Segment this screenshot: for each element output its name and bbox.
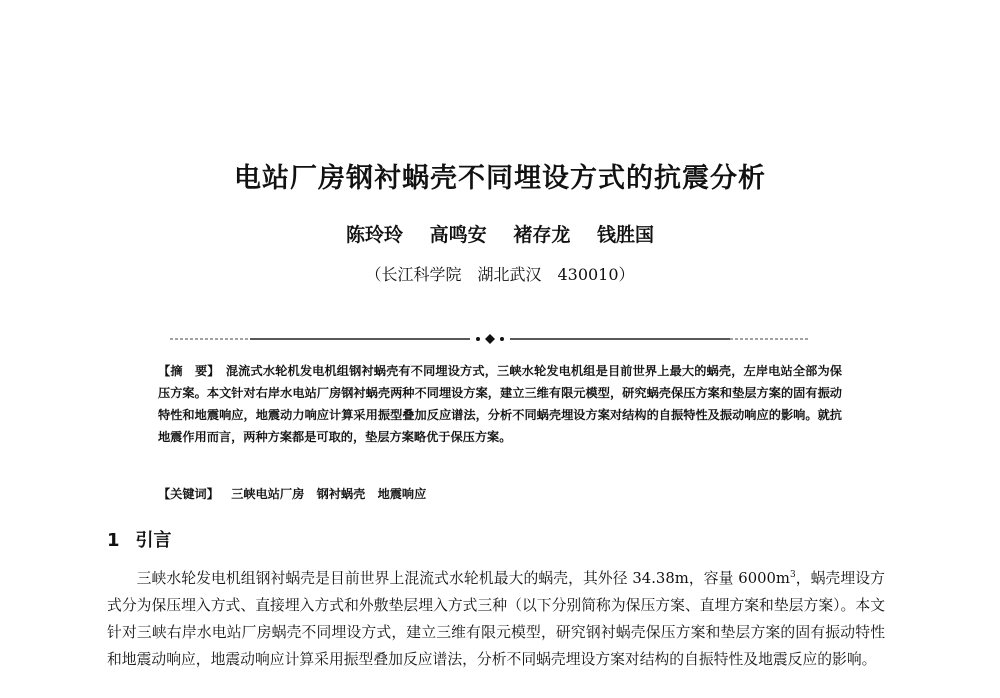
author-list xyxy=(0,220,1000,247)
abstract xyxy=(158,360,842,448)
ornamental-divider xyxy=(170,333,810,345)
paper-title: 电站厂房钢衬蜗壳不同埋设方式的抗震分析 xyxy=(234,163,766,194)
affiliation: （长江科学院 湖北武汉 430010） xyxy=(365,265,635,284)
author-name: 褚存龙 xyxy=(513,224,571,246)
abstract-label: 【摘 要】 xyxy=(158,364,214,378)
section-title: 引言 xyxy=(135,530,172,551)
keywords-label: 【关键词】 xyxy=(158,487,219,501)
keyword: 三峡电站厂房 xyxy=(231,487,305,501)
keyword: 地震响应 xyxy=(377,487,427,501)
author-name: 陈玲玲 xyxy=(346,224,404,246)
keywords xyxy=(158,485,842,502)
keyword: 钢衬蜗壳 xyxy=(316,487,366,501)
section-number: 1 xyxy=(107,530,120,551)
body-text-part: 三峡水轮发电机组钢衬蜗壳是目前世界上混流式水轮机最大的蜗壳，其外径 34.38m，容量 6000m xyxy=(136,569,790,587)
abstract-text: 混流式水轮机发电机组钢衬蜗壳有不同埋设方式，三峡水轮发电机组是目前世界上最大的蜗壳，左岸电站全部为保压方案。本文针对右岸水电站厂房钢衬蜗壳两种不同埋设方案，建立三维有限元模型，研究蜗壳保压方案和垫层方案的固有振动特性和地震响应，地震动力响应计算采用振型叠加反应谱法，分析不同蜗壳埋设方案对结构的自振特性及振动响应的影响。就抗地震作用而言，两种方案都是可取的，垫层方案略优于保压方案。 xyxy=(158,364,842,444)
section-heading xyxy=(107,526,172,552)
author-name: 钱胜国 xyxy=(596,224,654,246)
body-text-part: ，蜗壳埋设方式分为保压埋入方式、直接埋入方式和外敷垫层埋入方式三种（以下分别简称为保压方案、直埋方案和垫层方案）。本文针对三峡右岸水电站厂房蜗壳不同埋设方式，建立三维有限元模型，研究钢衬蜗壳保压方案和垫层方案的固有振动特性和地震动响应，地震动响应计算采用振型叠加反应谱法，分析不同蜗壳埋设方案对结构的自振特性及地震反应的影响。 xyxy=(107,569,885,668)
body-paragraph xyxy=(107,562,885,673)
author-name: 高鸣安 xyxy=(429,224,487,246)
superscript: 3 xyxy=(789,570,796,580)
